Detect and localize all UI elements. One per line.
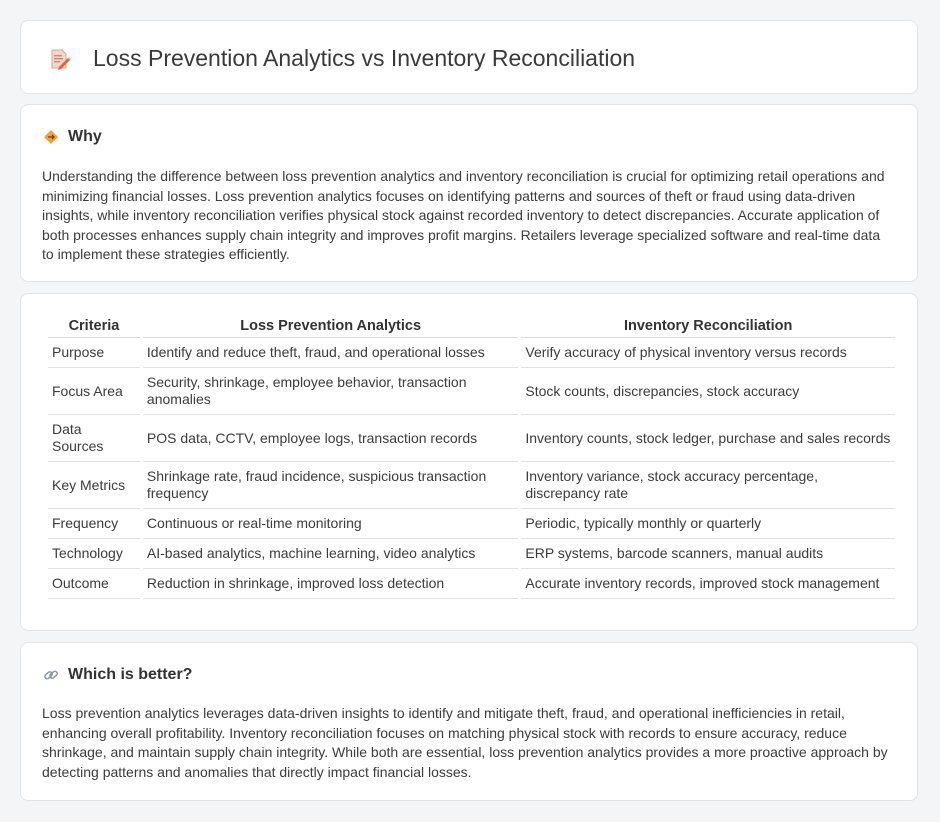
criteria-cell: Data Sources <box>48 415 140 462</box>
loss-prevention-cell: POS data, CCTV, employee logs, transaction records <box>143 415 518 462</box>
inventory-cell: Accurate inventory records, improved stock management <box>521 569 895 599</box>
criteria-cell: Technology <box>48 539 140 569</box>
diamond-arrows-icon <box>43 129 59 145</box>
table-row <box>48 338 895 368</box>
table-row <box>48 569 895 599</box>
why-text: Understanding the difference between loss prevention analytics and inventory reconciliation is crucial for optimizing retail operations and minimizing financial losses. Loss prevention analytics focuses on identifying patterns and sources of theft or fraud using data-driven insights, while inventory reconciliation verifies physical stock against recorded inventory to detect discrepancies. Accurate application of both processes enhances supply chain integrity and improves profit margins. Retailers leverage specialized software and real-time data to implement these strategies efficiently. <box>42 168 885 262</box>
title-card <box>20 20 918 94</box>
loss-prevention-cell: Security, shrinkage, employee behavior, transaction anomalies <box>143 368 518 415</box>
why-section <box>20 104 918 282</box>
criteria-cell: Purpose <box>48 338 140 368</box>
loss-prevention-cell: Reduction in shrinkage, improved loss detection <box>143 569 518 599</box>
header-inventory-reconciliation: Inventory Reconciliation <box>521 316 895 338</box>
table-row <box>48 415 895 462</box>
which-is-better-text: Loss prevention analytics leverages data-driven insights to identify and mitigate theft, fraud, and operational inefficiencies in retail, enhancing overall profitability. Inventory reconciliation focuses on matching physical stock with records to ensure accuracy, reduce shrinkage, and maintain supply chain integrity. While both are essential, loss prevention analytics provides a more proactive approach by detecting patterns and anomalies that directly impact financial losses. <box>42 705 888 780</box>
inventory-cell: Inventory variance, stock accuracy percentage, discrepancy rate <box>521 462 895 509</box>
table-row <box>48 368 895 415</box>
inventory-cell: Verify accuracy of physical inventory versus records <box>521 338 895 368</box>
notepad-pencil-icon <box>47 47 71 71</box>
link-icon <box>43 667 59 683</box>
loss-prevention-cell: Continuous or real-time monitoring <box>143 509 518 539</box>
criteria-cell: Key Metrics <box>48 462 140 509</box>
which-is-better-heading: Which is better? <box>68 666 193 683</box>
which-is-better-section <box>20 642 918 801</box>
why-heading: Why <box>68 128 102 145</box>
loss-prevention-cell: Shrinkage rate, fraud incidence, suspicious transaction frequency <box>143 462 518 509</box>
criteria-cell: Focus Area <box>48 368 140 415</box>
inventory-cell: Periodic, typically monthly or quarterly <box>521 509 895 539</box>
table-row <box>48 462 895 509</box>
loss-prevention-cell: Identify and reduce theft, fraud, and operational losses <box>143 338 518 368</box>
criteria-cell: Frequency <box>48 509 140 539</box>
page-title: Loss Prevention Analytics vs Inventory Reconciliation <box>93 45 636 71</box>
inventory-cell: Stock counts, discrepancies, stock accuracy <box>521 368 895 415</box>
header-criteria: Criteria <box>48 316 140 338</box>
inventory-cell: Inventory counts, stock ledger, purchase and sales records <box>521 415 895 462</box>
comparison-section <box>20 293 918 631</box>
header-loss-prevention: Loss Prevention Analytics <box>143 316 518 338</box>
comparison-table <box>45 316 898 599</box>
loss-prevention-cell: AI-based analytics, machine learning, video analytics <box>143 539 518 569</box>
inventory-cell: ERP systems, barcode scanners, manual audits <box>521 539 895 569</box>
table-row <box>48 509 895 539</box>
table-row <box>48 539 895 569</box>
criteria-cell: Outcome <box>48 569 140 599</box>
table-header-row <box>48 316 895 338</box>
